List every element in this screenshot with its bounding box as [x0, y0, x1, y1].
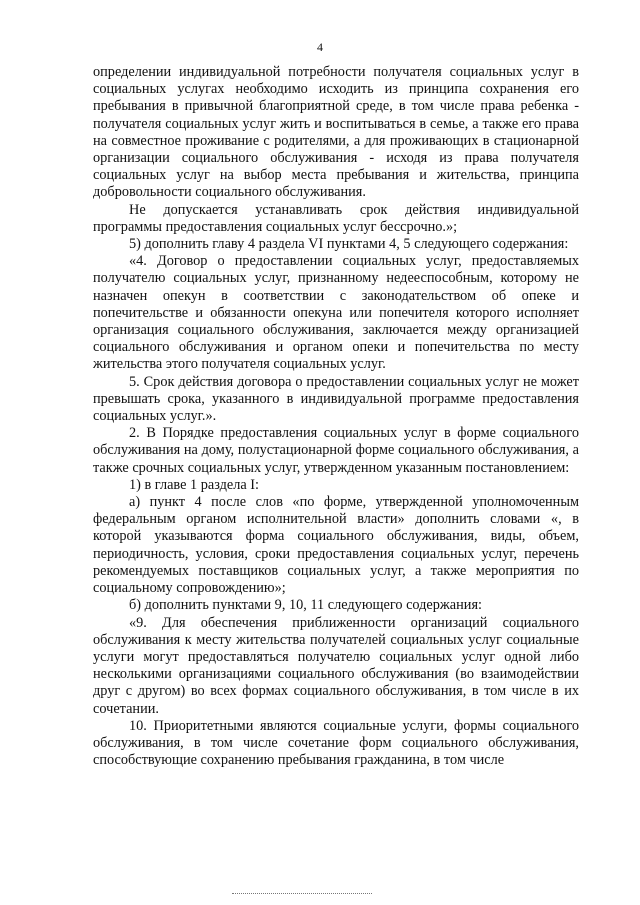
paragraph: «4. Договор о предоставлении социальных услуг, предоставляемых получателю социальных услуг, признанному недееспособным, которому не назначен опекун в соответствии с законодательством об опеке и попечительстве и обязанности опекуна или попечителя которого исполняет организация социального обслуживания, заключается между организацией социального обслуживания и органом опеки и попечительства по месту жительства этого получателя социальных услуг. [93, 253, 579, 373]
paragraph: 5. Срок действия договора о предоставлении социальных услуг не может превышать срока, указанного в индивидуальной программе предоставления социальных услуг.». [93, 373, 579, 425]
paragraph: 2. В Порядке предоставления социальных услуг в форме социального обслуживания на дому, полустационарной форме социального обслуживания, а также срочных социальных услуг, утвержденном указанным постановлением: [93, 425, 579, 476]
paragraph: б) дополнить пунктами 9, 10, 11 следующего содержания: [129, 597, 483, 614]
page-number: 4 [317, 40, 323, 54]
paragraph: «9. Для обеспечения приближенности организаций социального обслуживания к месту жительства получателей социальных услуг социальные услуги могут предоставляться получателю социальных услуг одной либо несколькими организациями социального обслуживания (во взаимодействии друг с другом) во всех формах социального обслуживания, в том числе в их сочетании. [93, 614, 579, 717]
paragraph: а) пункт 4 после слов «по форме, утвержденной уполномоченным федеральным органом исполнительной власти» дополнить словами «, в которой указываются форма социального обслуживания, виды, объем, периодичность, условия, сроки предоставления социальных услуг, перечень рекомендуемых поставщиков социальных услуг, а также мероприятия по социальному сопровождению»; [93, 494, 579, 597]
document-body [93, 64, 579, 769]
footer-dotted-line [232, 893, 372, 894]
paragraph: Не допускается устанавливать срок действия индивидуальной программы предоставления социальных услуг бессрочно.»; [93, 201, 579, 235]
paragraph: 1) в главе 1 раздела I: [129, 476, 260, 493]
paragraph: 10. Приоритетными являются социальные услуги, формы социального обслуживания, в том числе сочетание форм социального обслуживания, способствующие сохранению пребывания гражданина, в том числе [93, 717, 579, 769]
paragraph: 5) дополнить главу 4 раздела VI пунктами 4, 5 следующего содержания: [129, 236, 569, 253]
paragraph: определении индивидуальной потребности получателя социальных услуг в социальных услугах необходимо исходить из принципа сохранения его пребывания в привычной благоприятной среде, в том числе права ребенка - получателя социальных услуг жить и воспитываться в семье, а также его права на совместное проживание с родителями, а для проживающих в стационарной организации социального обслуживания - исходя из права получателя социальных услуг на выбор места пребывания и жительства, принципа добровольности социального обслуживания. [93, 64, 579, 201]
